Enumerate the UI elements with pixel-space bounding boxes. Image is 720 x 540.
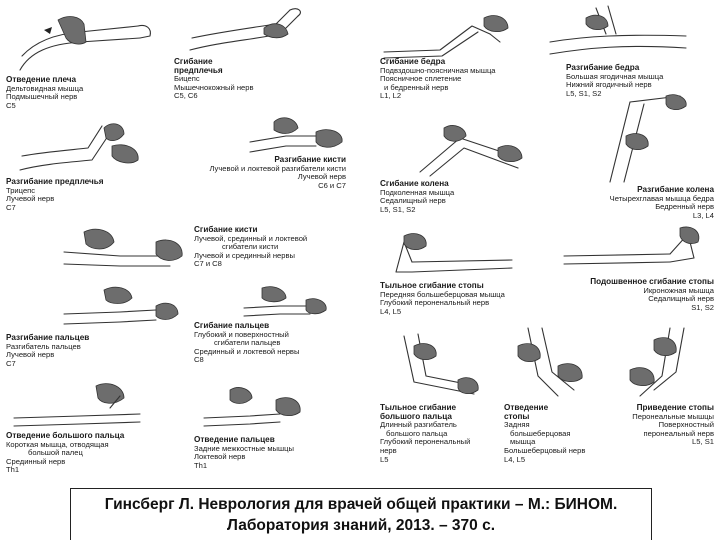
caption-title: Отведение плеча xyxy=(6,75,77,84)
knee-flexion-illustration xyxy=(410,118,540,178)
thumb-abduction-illustration xyxy=(10,378,160,428)
caption-elbow-extension: Разгибание предплечья Трицепс Лучевой нерв C7 xyxy=(6,177,104,212)
caption-wrist-extension: Разгибание кисти Лучевой и локтевой разгибатели кисти Лучевой нерв C6 и C7 xyxy=(209,155,346,190)
caption-shoulder-abduction: Отведение плеча Дельтовидная мышца Подмышечный нерв C5 xyxy=(6,75,84,110)
shoulder-abduction-illustration xyxy=(10,12,170,74)
knee-extension-illustration xyxy=(590,92,700,184)
elbow-extension-illustration xyxy=(12,116,152,172)
caption-thumb-abduction: Отведение большого пальца Короткая мышца, отводящая большой палец Срединный нерв Th1 xyxy=(6,431,125,475)
caption-hip-extension: Разгибание бедра Большая ягодичная мышца Нижний ягодичный нерв L5, S1, S2 xyxy=(566,63,664,98)
caption-elbow-flexion: Сгибание предплечья Бицепс Мышечнокожный нерв C5, C6 xyxy=(174,57,254,101)
plantar-flexion-illustration xyxy=(560,228,700,274)
caption-finger-flexion: Сгибание пальцев Глубокий и поверхностный сгибатели пальцев Срединный и локтевой нервы C8 xyxy=(194,321,300,365)
caption-knee-flexion: Сгибание колена Подколенная мышца Седалищный нерв L5, S1, S2 xyxy=(380,179,455,214)
caption-foot-inversion: Отведение стопы Задняя большеберцовая мышца Большеберцовый нерв L4, L5 xyxy=(504,403,586,464)
caption-knee-extension: Разгибание колена Четырехглавая мышца бедра Бедренный нерв L3, L4 xyxy=(609,185,714,220)
caption-foot-eversion: Приведение стопы Перонеальные мышцы Поверхностный перонеальный нерв L5, S1 xyxy=(632,403,714,447)
finger-flexion-illustration xyxy=(240,286,340,320)
citation-text: Гинсберг Л. Неврология для врачей общей практики – М.: БИНОМ. Лаборатория знаний, 2013. – 370 с. xyxy=(104,495,618,534)
toe-dorsiflexion-illustration xyxy=(384,332,494,402)
finger-abduction-illustration xyxy=(200,384,320,430)
wrist-extension-illustration xyxy=(246,112,356,156)
foot-inversion-illustration xyxy=(498,326,608,402)
foot-eversion-illustration xyxy=(610,326,710,402)
ankle-dorsiflexion-illustration xyxy=(382,232,522,278)
hip-flexion-illustration xyxy=(380,12,530,58)
caption-finger-abduction: Отведение пальцев Задние межкостные мышцы Локтевой нерв Th1 xyxy=(194,435,294,470)
caption-ankle-dorsiflexion: Тыльное сгибание стопы Передняя большеберцовая мышца Глубокий пероненальный нерв L4, L5 xyxy=(380,281,505,316)
caption-wrist-flexion: Сгибание кисти Лучевой, срединный и локтевой сгибатели кисти Лучевой и срединный нервы C7 и C8 xyxy=(194,225,308,269)
elbow-flexion-illustration xyxy=(180,6,350,56)
hip-extension-illustration xyxy=(546,4,696,62)
citation-box xyxy=(70,488,652,540)
caption-finger-extension: Разгибание пальцев Разгибатель пальцев Лучевой нерв C7 xyxy=(6,333,90,368)
finger-extension-illustration xyxy=(60,284,190,330)
caption-toe-dorsiflexion: Тыльное сгибание большого пальца Длинный разгибатель большого пальца Глубокий пероненальный нерв L5 xyxy=(380,403,471,464)
caption-hip-flexion: Сгибание бедра Подвздошно-поясничная мышца Поясничное сплетение и бедренный нерв L1, L2 xyxy=(380,57,496,101)
caption-plantar-flexion: Подошвенное сгибание стопы Икроножная мышца Седалищный нерв S1, S2 xyxy=(590,277,714,312)
wrist-flexion-illustration xyxy=(60,226,190,280)
